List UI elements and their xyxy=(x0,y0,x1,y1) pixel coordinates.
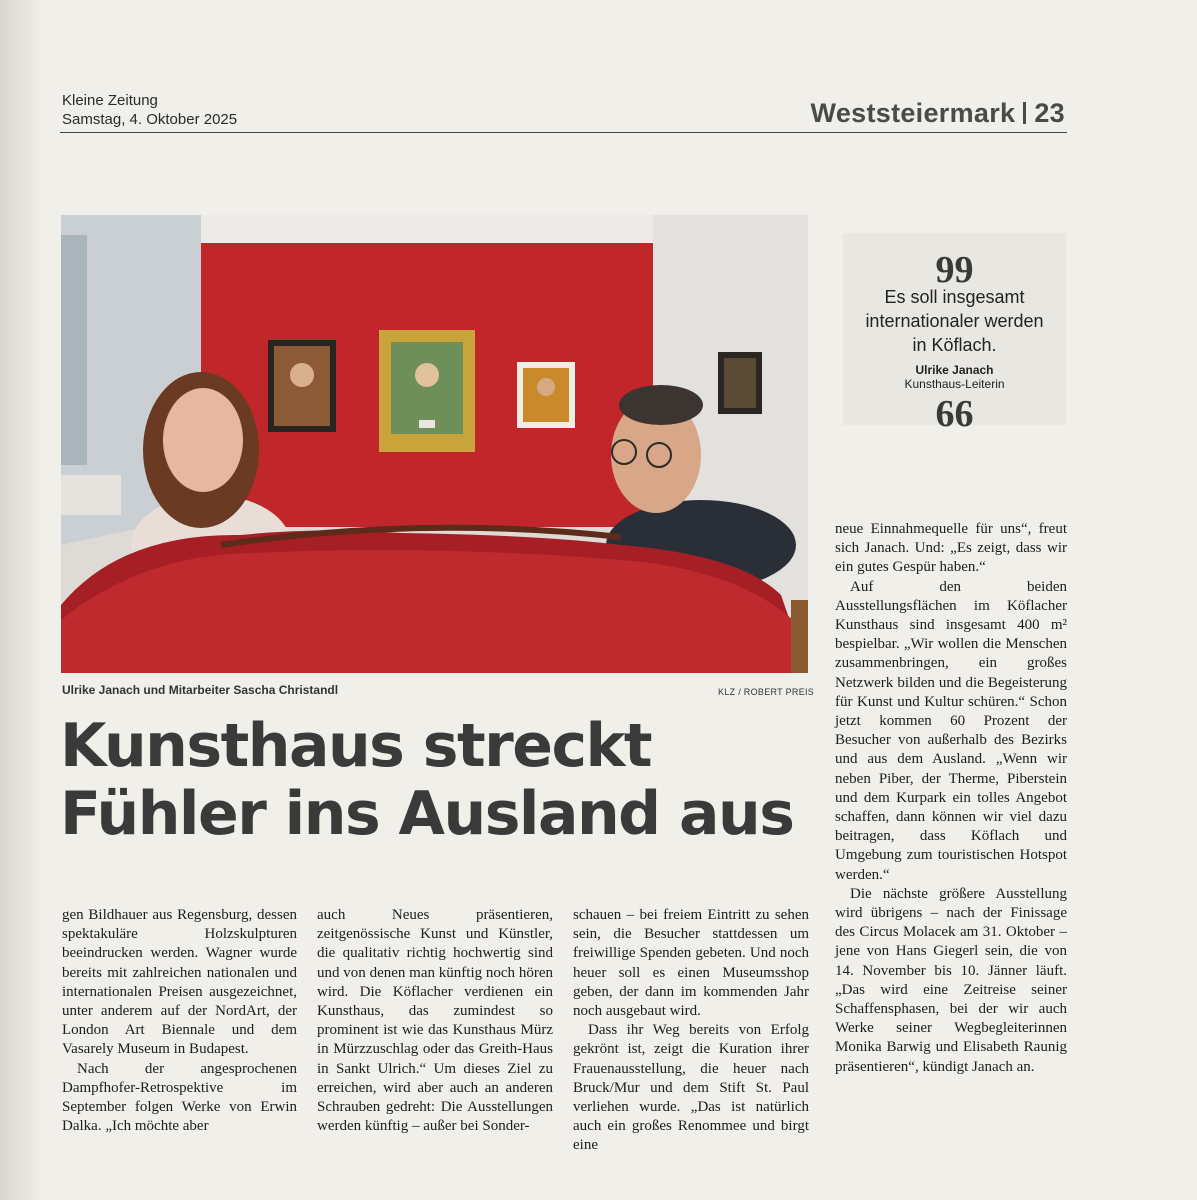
publication-name: Kleine Zeitung xyxy=(62,92,158,109)
text-column-1 xyxy=(62,906,297,1136)
quote-text: Es soll insgesamt internationaler werden in Köflach. xyxy=(865,287,1044,355)
photo-caption: Ulrike Janach und Mitarbeiter Sascha Christandl xyxy=(62,683,339,697)
text-column-2 xyxy=(317,906,553,1136)
headline-line-1: Kunsthaus streckt xyxy=(60,711,652,781)
bleed-through-text xyxy=(780,66,786,92)
headline-line-2: Fühler ins Ausland aus xyxy=(60,779,794,849)
paragraph: Die nächste größere Ausstellung wird übrigens – nach der Finissage des Circus Molacek am 31. Oktober – jene von Hans Giegerl sein, die von 14. November bis 10. Jänner läuft. „Das wird eine Zeitreise seiner Schaffensphasen, bei der wir auch Werke seiner Wegbegleiterinnen Monika Barwig und Elisabeth Raunig präsentieren“, kündigt Janach an. xyxy=(835,885,1067,1075)
header-rule xyxy=(60,132,1067,133)
article-headline xyxy=(60,712,820,848)
text-column-3 xyxy=(573,906,809,1156)
paragraph: gen Bildhauer aus Regensburg, dessen spektakuläre Holzskulpturen beeindrucken werden. Wagner wurde bereits mit zahlreichen nationalen und internationalen Preisen ausgezeichnet, unter anderem auf der NordArt, der London Art Biennale und dem Vasarely Museum in Budapest. xyxy=(62,907,297,1058)
paragraph: Nach der angesprochenen Dampfhofer-Retrospektive im September folgen Werke von Erwin Dalka. „Ich möchte aber xyxy=(62,1060,297,1135)
paragraph: auch Neues präsentieren, zeitgenössische Kunst und Künstler, die qualitativ richtig hochwertig sind und von denen man künftig noch hören wird. Die Köflacher verdienen ein Kunsthaus, das zumindest so prominent ist wie das Kunsthaus Mürz in Mürzzuschlag oder das Greith-Haus in Sankt Ulrich.“ Um dieses Ziel zu erreichen, wird aber auch an anderen Schrauben gedreht: Die Ausstellungen werden künftig – außer bei Sonder- xyxy=(317,907,553,1135)
pull-quote xyxy=(843,233,1066,435)
paragraph: neue Einnahmequelle für uns“, freut sich Janach. Und: „Es zeigt, dass wir ein gutes Gespür haben.“ xyxy=(835,521,1067,576)
paragraph: schauen – bei freiem Eintritt zu sehen sein, die Besucher stattdessen um freiwillige Spenden gebeten. Und noch heuer soll es einen Museumsshop geben, der dann im kommenden Jahr noch ausgebaut wird. xyxy=(573,907,809,1020)
masthead xyxy=(62,91,237,129)
photo-illustration xyxy=(61,215,808,673)
section-header xyxy=(811,98,1065,129)
section-name: Weststeiermark xyxy=(810,98,1016,128)
quote-author: Ulrike Janach xyxy=(915,363,994,377)
paper-edge-shadow xyxy=(0,0,40,1200)
header-divider xyxy=(1023,102,1026,124)
paragraph: Auf den beiden Ausstellungsflächen im Köflacher Kunsthaus sind insgesamt 400 m² bespielbar. „Wir wollen die Menschen zusammenbringen, ein großes Netzwerk bilden und die Begeisterung für Kunst und Kultur schüren.“ Schon jetzt kommen 60 Prozent der Besucher von außerhalb des Bezirks und aus dem Ausland. „Wenn wir neben Piber, der Therme, Piberstein und dem Kurpark ein tolles Angebot schaffen, dann können wir viel dazu beitragen, dass Köflach und Umgebung zum touristischen Hotspot werden.“ xyxy=(835,578,1067,883)
photo-credit: KLZ / ROBERT PREIS xyxy=(718,687,815,697)
quote-author-role: Kunsthaus-Leiterin xyxy=(904,377,1005,391)
quote-open-mark: 99 xyxy=(935,249,974,291)
page-number: 23 xyxy=(1034,98,1065,128)
quote-close-mark: 66 xyxy=(935,393,974,435)
article-photo xyxy=(61,215,808,673)
text-column-4 xyxy=(835,520,1067,1077)
paragraph: Dass ihr Weg bereits von Erfolg gekrönt ist, zeigt die Kuration ihrer Frauenausstellung, die heuer nach Bruck/Mur und dem Stift St. Paul verliehen wurde. „Das ist natürlich auch ein großes Renommee und birgt eine xyxy=(573,1022,809,1154)
issue-date: Samstag, 4. Oktober 2025 xyxy=(62,111,238,128)
